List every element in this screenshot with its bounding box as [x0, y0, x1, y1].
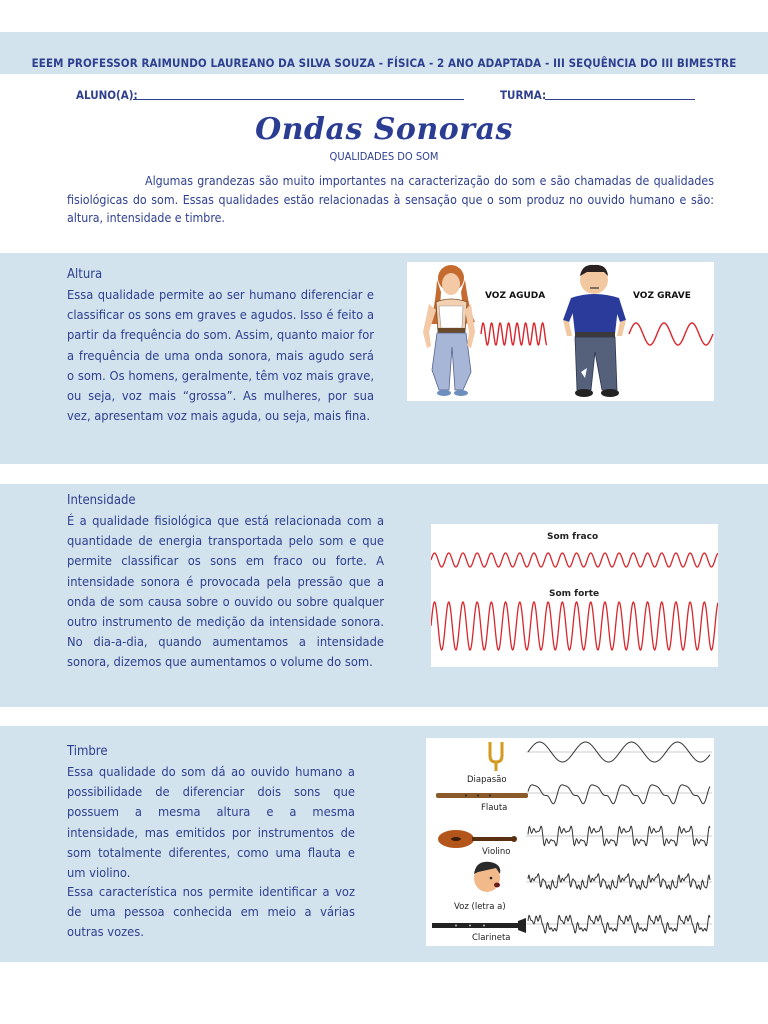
- intro-paragraph: Algumas grandezas são muito importantes na caracterização do som e são chamadas de qualidades fisiológicas do som. Essas qualidades estão relacionadas à sensação que o som produz no ouvido humano e são: altura, intensidade e timbre.: [67, 174, 714, 225]
- voz-waveform: [528, 874, 710, 889]
- flute-icon: [436, 793, 528, 798]
- low-frequency-wave: [629, 323, 713, 345]
- weak-sound-wave: [431, 553, 718, 567]
- diapasao-label: Diapasão: [467, 775, 507, 785]
- turma-field[interactable]: [545, 99, 695, 100]
- voz-label: Voz (letra a): [454, 902, 506, 912]
- intensidade-figure: [431, 524, 718, 667]
- intensidade-heading: Intensidade: [67, 493, 136, 508]
- face-icon: [474, 862, 500, 892]
- voz-aguda-label: VOZ AGUDA: [485, 291, 546, 301]
- violin-icon: [438, 830, 517, 848]
- strong-sound-wave: [431, 602, 718, 650]
- high-frequency-wave: [481, 323, 547, 345]
- violino-label: Violino: [482, 847, 511, 857]
- aluno-label: ALUNO(A):: [76, 88, 138, 102]
- timbre-heading: Timbre: [67, 744, 108, 759]
- clarinet-icon: [432, 918, 526, 933]
- altura-heading: Altura: [67, 267, 103, 282]
- voz-grave-label: VOZ GRAVE: [633, 291, 691, 301]
- turma-label: TURMA:: [500, 88, 547, 102]
- clarineta-label: Clarineta: [472, 933, 511, 943]
- intensidade-paragraph: É a qualidade fisiológica que está relacionada com a quantidade de energia transportada pelo som e que permite classificar os sons em fraco ou forte. A intensidade sonora é provocada pela pressão que a onda de som causa sobre o ouvido ou sobre qualquer outro instrumento de medição da intensidade sonora. No dia-a-dia, quando aumentamos a intensidade sonora, dizemos que aumentamos o volume do som.: [67, 514, 384, 671]
- timbre-paragraph-1: Essa qualidade do som dá ao ouvido humano a possibilidade de diferenciar dois sons que possuem a mesma altura e a mesma intensidade, mas emitidos por instrumentos de som totalmente diferentes, como uma flauta e um violino.: [67, 765, 355, 882]
- timbre-figure: [426, 738, 714, 946]
- aluno-field[interactable]: [133, 99, 464, 100]
- altura-paragraph: Essa qualidade permite ao ser humano diferenciar e classificar os sons em graves e agudos. Isso é feito a partir da frequência do som. Assim, quanto maior for a frequência de uma onda sonora, mais agudo será o som. Os homens, geralmente, têm voz mais grave, ou seja, voz mais “grossa”. As mulheres, por sua vez, apresentam voz mais aguda, ou seja, mais fina.: [67, 288, 374, 425]
- page-title: Ondas Sonoras: [255, 112, 513, 147]
- flauta-label: Flauta: [481, 803, 508, 813]
- timbre-paragraph-2: Essa característica nos permite identificar a voz de uma pessoa conhecida em meio a várias outras vozes.: [67, 885, 355, 941]
- tuning-fork-icon: [490, 742, 502, 771]
- som-forte-label: Som forte: [549, 589, 600, 599]
- flauta-waveform: [528, 785, 710, 804]
- man-illustration: [563, 265, 626, 397]
- altura-figure: [407, 262, 714, 401]
- woman-illustration: [423, 265, 475, 396]
- school-line: EEEM PROFESSOR RAIMUNDO LAUREANO DA SILVA SOUZA - FÍSICA - 2 ANO ADAPTADA - III SEQUÊNCIA DO III BIMESTRE: [31, 56, 737, 70]
- page-subtitle: QUALIDADES DO SOM: [329, 150, 439, 163]
- som-fraco-label: Som fraco: [547, 532, 599, 542]
